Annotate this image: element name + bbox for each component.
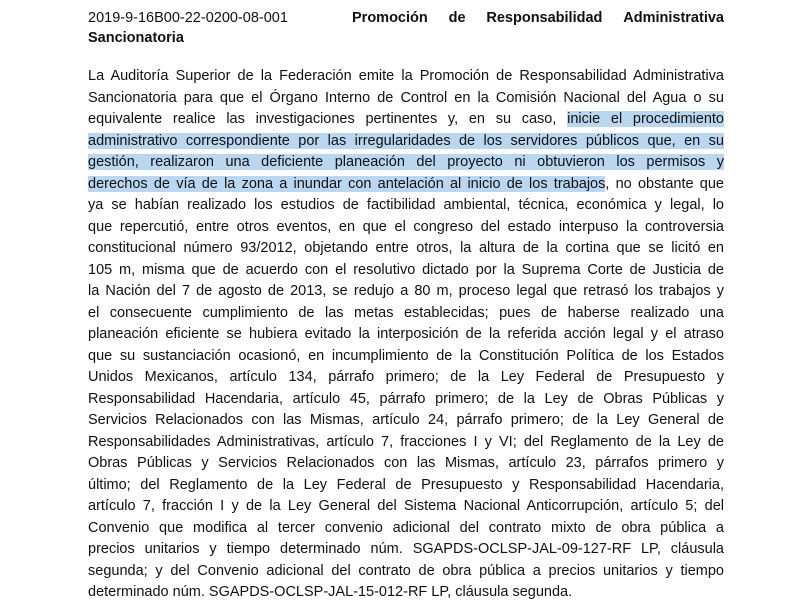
paragraph-text: Unidos Mexicanos, artículo 134, párrafo primero; de la Ley Federal de Presupuesto y	[88, 369, 724, 385]
paragraph-line	[88, 346, 724, 368]
title-word: Promoción	[352, 10, 428, 26]
paragraph-text: Sancionatoria para que el Órgano Interno de Control en la Comisión Nacional del Agua o su	[88, 89, 724, 106]
paragraph-line	[88, 410, 724, 432]
paragraph-text: constitucional número 93/2012, objetando entre otros, la altura de la cortina que se licitó en	[88, 240, 724, 256]
paragraph-text: ya se habían realizado los estudios de factibilidad ambiental, técnica, económica y legal, lo	[88, 197, 724, 213]
title-word: Responsabilidad	[486, 10, 603, 26]
paragraph-text: , no obstante que	[605, 175, 724, 192]
paragraph-text: La Auditoría Superior de la Federación emite la Promoción de Responsabilidad Administrativa	[88, 68, 724, 84]
paragraph-text: Responsabilidades Administrativas, artículo 7, fracciones I y VI; del Reglamento de la Ley de	[88, 433, 724, 450]
paragraph-line	[88, 88, 724, 110]
paragraph-line	[88, 303, 724, 325]
paragraph-text: 105 m, misma que de acuerdo con el resolutivo dictado por la Suprema Corte de Justicia de	[88, 261, 724, 278]
paragraph-text: artículo 7, fracción I y de la Ley General del Sistema Nacional Anticorrupción, artículo 5; del	[88, 498, 724, 514]
paragraph-line	[88, 432, 724, 454]
paragraph-line	[88, 66, 724, 88]
title-word: Administrativa	[623, 10, 724, 26]
paragraph-line	[88, 561, 724, 583]
highlighted-text: gestión, realizaron una deficiente planeación del proyecto ni obtuvieron los permisos y	[88, 154, 724, 170]
paragraph-text: precios unitarios y tiempo determinado núm. SGAPDS-OCLSP-JAL-09-127-RF LP, cláusula	[88, 541, 724, 557]
paragraph-line	[88, 582, 724, 604]
document-header	[88, 8, 724, 48]
paragraph-line	[88, 281, 724, 303]
paragraph-line	[88, 217, 724, 239]
document-page	[88, 8, 724, 604]
paragraph-text: planeación eficiente se hubiera evitado la interposición de la referida acción legal y el atraso	[88, 326, 724, 342]
action-title	[352, 8, 724, 28]
action-code: 2019-9-16B00-22-0200-08-001	[88, 10, 288, 26]
paragraph-line	[88, 174, 724, 196]
paragraph-text: Servicios Relacionados con las Mismas, artículo 24, párrafo primero; de la Ley General de	[88, 412, 724, 428]
paragraph-line	[88, 475, 724, 497]
action-title-continued: Sancionatoria	[88, 30, 184, 46]
paragraph-text: último; del Reglamento de la Ley Federal de Presupuesto y Responsabilidad Hacendaria,	[88, 476, 724, 493]
paragraph-line	[88, 539, 724, 561]
paragraph-line	[88, 260, 724, 282]
paragraph-line	[88, 109, 724, 131]
paragraph-text: la Nación del 7 de agosto de 2013, se redujo a 80 m, proceso legal que retrasó los trabajos y	[88, 283, 724, 299]
paragraph-text: determinado núm. SGAPDS-OCLSP-JAL-15-012-RF LP, cláusula segunda.	[88, 584, 573, 600]
highlighted-text: administrativo correspondiente por las irregularidades de los servidores públicos que, en su	[88, 132, 724, 149]
paragraph-line	[88, 518, 724, 540]
paragraph-line	[88, 389, 724, 411]
paragraph-line	[88, 131, 724, 153]
paragraph-text: equivalente realice las investigaciones pertinentes y, en su caso,	[88, 111, 568, 127]
highlighted-text: inicie el procedimiento	[567, 111, 724, 127]
paragraph-text: segunda; y del Convenio adicional del contrato de obra pública a precios unitarios y tiempo	[88, 562, 724, 579]
paragraph-text: Responsabilidad Hacendaria, artículo 45, párrafo primero; de la Ley de Obras Públicas y	[88, 390, 724, 407]
paragraph-text: que su sustanciación ocasionó, en incumplimiento de la Constitución Política de los Estados	[88, 347, 724, 364]
paragraph-text: el consecuente cumplimiento de las metas establecidas; pues de haberse realizado una	[88, 304, 724, 321]
paragraph-line	[88, 152, 724, 174]
title-word: de	[448, 10, 466, 26]
paragraph-line	[88, 324, 724, 346]
paragraph-line	[88, 453, 724, 475]
action-paragraph	[88, 66, 724, 604]
paragraph-line	[88, 496, 724, 518]
paragraph-line	[88, 238, 724, 260]
highlighted-text: derechos de vía de la zona a inundar con antelación al inicio de los trabajos	[88, 175, 606, 192]
paragraph-text: Convenio que modifica al tercer convenio adicional del contrato mixto de obra pública a	[88, 519, 724, 536]
paragraph-text: Obras Públicas y Servicios Relacionados con las Mismas, artículo 23, párrafos primero y	[88, 455, 724, 471]
paragraph-text: que repercutió, entre otros eventos, en que el congreso del estado interpuso la controversia	[88, 218, 724, 235]
paragraph-line	[88, 195, 724, 217]
paragraph-line	[88, 367, 724, 389]
